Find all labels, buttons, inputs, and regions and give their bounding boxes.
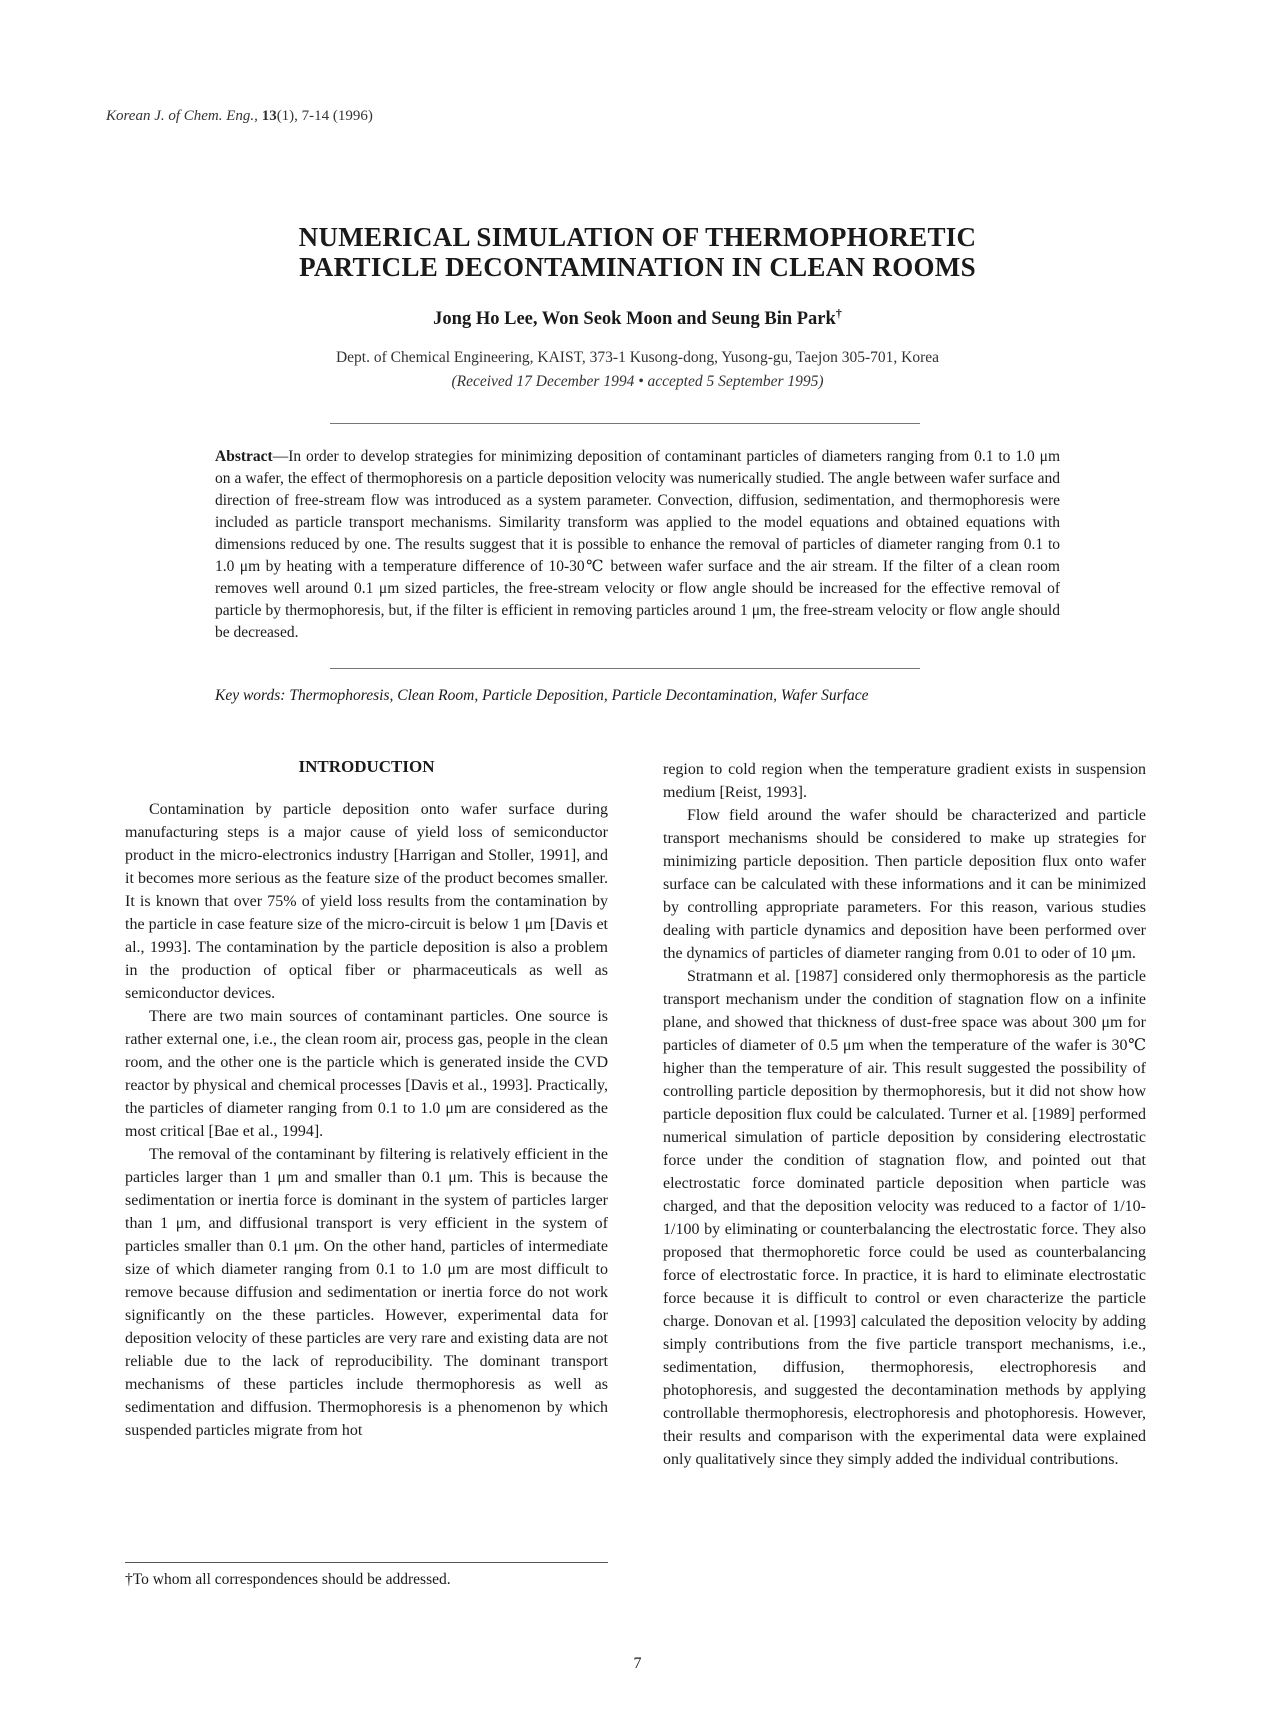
paragraph: Contamination by particle deposition onto wafer surface during manufacturing steps is a major cause of yield loss of semiconductor product in the micro-electronics industry [Harrigan and Stoller, 1991], and it becomes more serious as the feature size of the product becomes smaller. It is known that over 75% of yield loss results from the contamination by the particle in case feature size of the micro-circuit is below 1 μm [Davis et al., 1993]. The contamination by the particle deposition is also a problem in the production of optical fiber or pharmaceuticals as well as semiconductor devices. [125,801,608,1002]
right-column [663,758,1146,1471]
paragraph: The removal of the contaminant by filtering is relatively efficient in the particles larger than 1 μm and smaller than 0.1 μm. This is because the sedimentation or inertia force is dominant in the system of particles larger than 1 μm, and diffusional transport is very efficient in the system of particles smaller than 0.1 μm. On the other hand, particles of intermediate size of which diameter ranging from 0.1 to 1.0 μm are most difficult to remove because diffusion and sedimentation or inertia force do not work significantly on the these particles. However, experimental data for deposition velocity of these particles are very rare and existing data are not reliable due to the lack of reproducibility. The dominant transport mechanisms of these particles include thermophoresis as well as sedimentation and diffusion. Thermophoresis is a phenomenon by which suspended particles migrate from hot [125,1146,608,1439]
journal-issue-pages: (1), 7-14 (1996) [276,108,373,124]
footnote: †To whom all correspondences should be addressed. [125,1571,451,1588]
abstract-text: —In order to develop strategies for minimizing deposition of contaminant particles of diameters ranging from 0.1 to 1.0 μm on a wafer, the effect of thermophoresis on a particle deposition velocity was numerically studied. The angle between wafer surface and direction of free-stream flow was introduced as a system parameter. Convection, diffusion, sedimentation, and thermophoresis were included as particle transport mechanisms. Similarity transform was applied to the model equations and obtained equations with dimensions reduced by one. The results suggest that it is possible to enhance the removal of particles of diameter ranging from 0.1 to 1.0 μm by heating with a temperature difference of 10-30℃ between wafer surface and the air stream. If the filter of a clean room removes well around 0.1 μm sized particles, the free-stream velocity or flow angle should be increased for the effective removal of particle by thermophoresis, but, if the filter is efficient in removing particles around 1 μm, the free-stream velocity or flow angle should be decreased. [215,448,1060,641]
section-heading-introduction: INTRODUCTION [298,757,435,776]
paper-title [0,222,1275,282]
abstract-bottom-rule [330,668,920,669]
affiliation: Dept. of Chemical Engineering, KAIST, 373-1 Kusong-dong, Yusong-gu, Taejon 305-701, Korea [335,349,940,366]
paragraph: region to cold region when the temperature gradient exists in suspension medium [Reist, 1993]. [663,761,1146,801]
journal-citation [106,108,373,125]
paragraph: There are two main sources of contaminant particles. One source is rather external one, i.e., the clean room air, process gas, people in the clean room, and the other one is the particle which is generated inside the CVD reactor by physical and chemical processes [Davis et al., 1993]. Practically, the particles of diameter ranging from 0.1 to 1.0 μm are considered as the most critical [Bae et al., 1994]. [125,1008,608,1140]
title-line-1: NUMERICAL SIMULATION OF THERMOPHORETIC [298,222,977,252]
paragraph: Flow field around the wafer should be characterized and particle transport mechanisms should be considered to make up strategies for minimizing particle deposition. Then particle deposition flux onto wafer surface can be calculated with these informations and it can be minimized by controlling appropriate parameters. For this reason, various studies dealing with particle dynamics and deposition have been performed over the dynamics of particles of diameter ranging from 0.01 to oder of 10 μm. [663,807,1146,962]
journal-volume: 13 [261,108,277,124]
abstract-label: Abstract [215,448,273,465]
corresponding-author-mark: † [835,306,842,320]
keywords: Key words: Thermophoresis, Clean Room, Particle Deposition, Particle Decontamination, Wafer Surface [215,687,869,704]
page-number: 7 [633,1655,642,1672]
abstract-top-rule [330,423,920,424]
title-line-2: PARTICLE DECONTAMINATION IN CLEAN ROOMS [299,252,976,282]
journal-name: Korean J. of Chem. Eng., [106,108,258,124]
authors [0,306,1275,330]
left-column [125,752,608,1442]
footnote-rule [125,1562,608,1563]
author-names: Jong Ho Lee, Won Seok Moon and Seung Bin Park [433,309,836,330]
received-dates: (Received 17 December 1994 • accepted 5 September 1995) [451,373,824,390]
paragraph: Stratmann et al. [1987] considered only thermophoresis as the particle transport mechanism under the condition of stagnation flow on a infinite plane, and showed that thickness of dust-free space was about 300 μm for particles of diameter of 0.5 μm when the temperature of the wafer is 30℃ higher than the temperature of air. This result suggested the possibility of controlling particle deposition by thermophoresis, but it did not show how particle deposition flux could be calculated. Turner et al. [1989] performed numerical simulation of particle deposition by considering electrostatic force under the condition of stagnation flow, and pointed out that electrostatic force dominated particle deposition when particle was charged, and that the deposition velocity was reduced to a factor of 1/10-1/100 by eliminating or counterbalancing the electrostatic force. They also proposed that thermophoretic force could be used as counterbalancing force of electrostatic force. In practice, it is hard to eliminate electrostatic force because it is difficult to control or even characterize the particle charge. Donovan et al. [1993] calculated the deposition velocity by adding simply contributions from the five particle transport mechanisms, i.e., sedimentation, diffusion, thermophoresis, electrophoresis and photophoresis, and suggested the decontamination methods by applying controllable thermophoresis, electrophoresis and photophoresis. However, their results and comparison with the experimental data were explained only qualitatively since they simply added the individual contributions. [663,968,1146,1468]
abstract [215,446,1060,644]
